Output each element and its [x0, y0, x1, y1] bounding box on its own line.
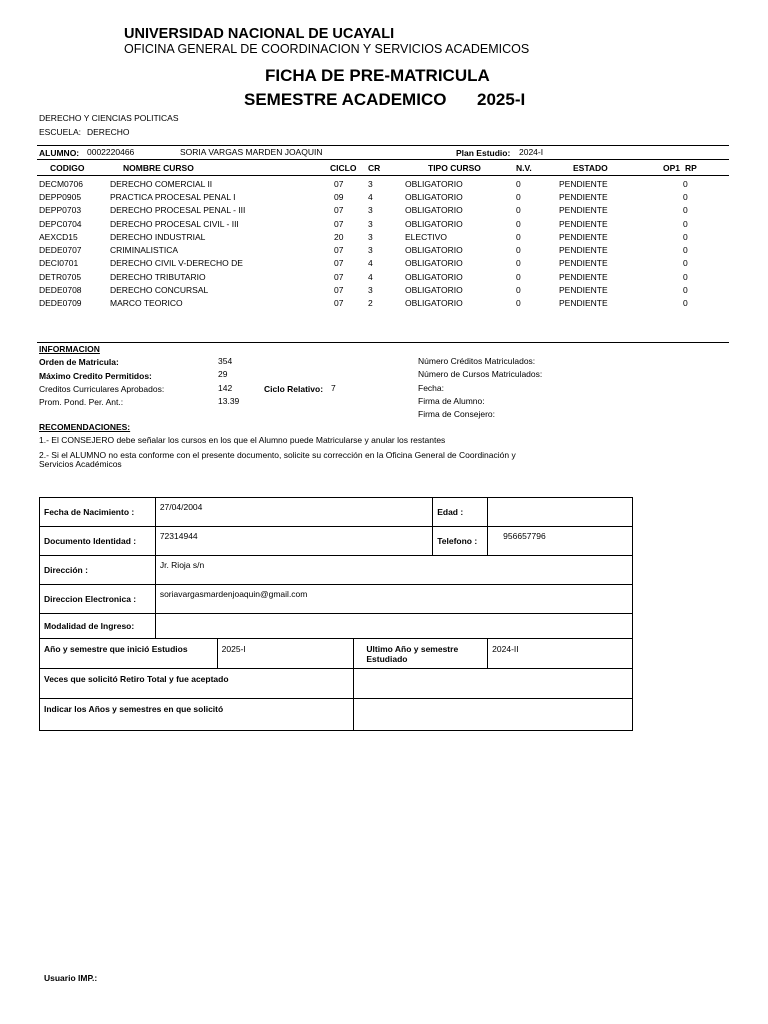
student-label: ALUMNO: [39, 148, 80, 158]
recomendacion-2-cont: Servicios Académicos [39, 459, 122, 469]
table-row [40, 556, 633, 585]
course-code: DEPC0704 [39, 219, 82, 229]
course-ciclo: 07 [334, 245, 344, 255]
fecha-nacimiento-value: 27/04/2004 [155, 498, 432, 527]
course-tipo: OBLIGATORIO [405, 219, 463, 229]
course-op1: 0 [683, 205, 688, 215]
course-nv: 0 [516, 192, 521, 202]
col-header-ciclo: CICLO [330, 163, 357, 173]
telefono-label: Telefono : [433, 527, 488, 556]
course-ciclo: 07 [334, 285, 344, 295]
course-op1: 0 [683, 298, 688, 308]
course-code: DEPP0905 [39, 192, 82, 202]
course-estado: PENDIENTE [559, 272, 608, 282]
orden-value: 354 [218, 356, 233, 366]
course-cr: 3 [368, 219, 373, 229]
course-cr: 3 [368, 245, 373, 255]
table-row [40, 527, 633, 556]
course-cr: 3 [368, 179, 373, 189]
course-op1: 0 [683, 179, 688, 189]
course-cr: 2 [368, 298, 373, 308]
fecha-nacimiento-label: Fecha de Nacimiento : [40, 498, 156, 527]
table-row [40, 699, 633, 731]
col-header-rp: RP [685, 163, 697, 173]
course-op1: 0 [683, 219, 688, 229]
course-tipo: ELECTIVO [405, 232, 448, 242]
course-code: DEDE0707 [39, 245, 82, 255]
telefono-value: 956657796 [488, 527, 633, 556]
course-ciclo: 07 [334, 205, 344, 215]
firma-alumno-label: Firma de Alumno: [418, 396, 485, 406]
course-name: DERECHO CIVIL V-DERECHO DE [110, 258, 243, 268]
school-value: DERECHO [87, 127, 130, 137]
course-op1: 0 [683, 245, 688, 255]
course-name: CRIMINALISTICA [110, 245, 179, 255]
col-header-nombre: NOMBRE CURSO [123, 163, 194, 173]
course-ciclo: 20 [334, 232, 344, 242]
modalidad-label: Modalidad de Ingreso: [40, 614, 156, 639]
course-ciclo: 07 [334, 272, 344, 282]
course-nv: 0 [516, 232, 521, 242]
course-estado: PENDIENTE [559, 245, 608, 255]
office-name: OFICINA GENERAL DE COORDINACION Y SERVICIOS ACADEMICOS [124, 42, 530, 56]
fecha-label: Fecha: [418, 383, 444, 393]
course-name: MARCO TEORICO [110, 298, 183, 308]
firma-consejero-label: Firma de Consejero: [418, 409, 496, 419]
recomendacion-1: 1.- El CONSEJERO debe señalar los cursos en los que el Alumno puede Matricularse y anular los restantes [39, 435, 446, 445]
semester-value: 2025-I [477, 90, 526, 109]
course-op1: 0 [683, 192, 688, 202]
course-code: DEPP0703 [39, 205, 82, 215]
col-header-codigo: CODIGO [50, 163, 85, 173]
retiro-label: Veces que solicitó Retiro Total y fue aceptado [40, 669, 354, 699]
course-name: DERECHO CONCURSAL [110, 285, 209, 295]
student-code: 0002220466 [87, 147, 135, 157]
table-row [40, 639, 633, 669]
table-row [40, 669, 633, 699]
course-op1: 0 [683, 258, 688, 268]
course-cr: 3 [368, 205, 373, 215]
course-tipo: OBLIGATORIO [405, 245, 463, 255]
course-ciclo: 07 [334, 258, 344, 268]
university-name: UNIVERSIDAD NACIONAL DE UCAYALI [124, 26, 395, 42]
course-nv: 0 [516, 219, 521, 229]
anios-label: Indicar los Años y semestres en que solicitó [40, 699, 354, 731]
course-name: DERECHO PROCESAL PENAL - III [110, 205, 246, 215]
inicio-estudios-value: 2025-I [217, 639, 354, 669]
course-code: DECM0706 [39, 179, 83, 189]
course-code: DECI0701 [39, 258, 79, 268]
max-credito-value: 29 [218, 369, 228, 379]
course-nv: 0 [516, 285, 521, 295]
col-header-op1: OP1 [663, 163, 681, 173]
course-estado: PENDIENTE [559, 192, 608, 202]
course-tipo: OBLIGATORIO [405, 192, 463, 202]
course-estado: PENDIENTE [559, 258, 608, 268]
personal-info-table [39, 497, 633, 731]
course-name: DERECHO PROCESAL CIVIL - III [110, 219, 239, 229]
course-nv: 0 [516, 272, 521, 282]
documento-value: 72314944 [155, 527, 432, 556]
course-ciclo: 07 [334, 298, 344, 308]
col-header-nv: N.V. [516, 163, 532, 173]
table-row [40, 498, 633, 527]
anios-value [354, 699, 633, 731]
course-cr: 4 [368, 192, 373, 202]
semester-label: SEMESTRE ACADEMICO [244, 90, 447, 109]
divider [37, 145, 729, 146]
course-estado: PENDIENTE [559, 285, 608, 295]
course-cr: 3 [368, 232, 373, 242]
documento-label: Documento Identidad : [40, 527, 156, 556]
edad-value [488, 498, 633, 527]
col-header-tipo: TIPO CURSO [428, 163, 481, 173]
course-op1: 0 [683, 232, 688, 242]
faculty-name: DERECHO Y CIENCIAS POLITICAS [39, 113, 179, 123]
orden-label: Orden de Matricula: [39, 357, 119, 367]
course-nv: 0 [516, 298, 521, 308]
prom-label: Prom. Pond. Per. Ant.: [39, 397, 124, 407]
course-op1: 0 [683, 285, 688, 295]
course-name: DERECHO COMERCIAL II [110, 179, 213, 189]
col-header-estado: ESTADO [573, 163, 608, 173]
course-op1: 0 [683, 272, 688, 282]
table-row [40, 614, 633, 639]
course-name: DERECHO INDUSTRIAL [110, 232, 206, 242]
course-cr: 3 [368, 285, 373, 295]
edad-label: Edad : [433, 498, 488, 527]
modalidad-value [155, 614, 632, 639]
course-cr: 4 [368, 272, 373, 282]
course-code: DEDE0708 [39, 285, 82, 295]
creditos-aprobados-value: 142 [218, 383, 233, 393]
divider [37, 175, 729, 176]
inicio-estudios-label: Año y semestre que inició Estudios [40, 639, 218, 669]
ciclo-relativo-value: 7 [331, 383, 336, 393]
course-name: DERECHO TRIBUTARIO [110, 272, 206, 282]
course-cr: 4 [368, 258, 373, 268]
retiro-value [354, 669, 633, 699]
email-value: soriavargasmardenjoaquin@gmail.com [155, 585, 632, 614]
course-estado: PENDIENTE [559, 232, 608, 242]
ultimo-estudiado-value: 2024-II [488, 639, 633, 669]
course-ciclo: 07 [334, 179, 344, 189]
course-estado: PENDIENTE [559, 179, 608, 189]
informacion-title: INFORMACION [39, 344, 100, 354]
num-creditos-label: Número Créditos Matriculados: [418, 356, 536, 366]
usuario-label: Usuario IMP.: [44, 973, 98, 983]
course-nv: 0 [516, 258, 521, 268]
course-tipo: OBLIGATORIO [405, 205, 463, 215]
table-row [40, 585, 633, 614]
divider [37, 159, 729, 160]
course-code: AEXCD15 [39, 232, 78, 242]
course-nv: 0 [516, 245, 521, 255]
course-ciclo: 07 [334, 219, 344, 229]
course-tipo: OBLIGATORIO [405, 285, 463, 295]
divider [37, 342, 729, 343]
email-label: Direccion Electronica : [40, 585, 156, 614]
course-name: PRACTICA PROCESAL PENAL I [110, 192, 236, 202]
course-nv: 0 [516, 179, 521, 189]
course-estado: PENDIENTE [559, 219, 608, 229]
document-title: FICHA DE PRE-MATRICULA [265, 66, 490, 85]
school-label: ESCUELA: [39, 127, 82, 137]
direccion-label: Dirección : [40, 556, 156, 585]
max-credito-label: Máximo Credito Permitidos: [39, 371, 152, 381]
ciclo-relativo-label: Ciclo Relativo: [264, 384, 324, 394]
course-code: DEDE0709 [39, 298, 82, 308]
recomendacion-2: 2.- Si el ALUMNO no esta conforme con el presente documento, solicite su corrección en la Oficina General de Coordinación y [39, 450, 516, 460]
course-estado: PENDIENTE [559, 205, 608, 215]
course-nv: 0 [516, 205, 521, 215]
course-tipo: OBLIGATORIO [405, 298, 463, 308]
course-estado: PENDIENTE [559, 298, 608, 308]
plan-value: 2024-I [519, 147, 544, 157]
course-ciclo: 09 [334, 192, 344, 202]
course-code: DETR0705 [39, 272, 82, 282]
recomendaciones-title: RECOMENDACIONES: [39, 422, 131, 432]
course-tipo: OBLIGATORIO [405, 272, 463, 282]
direccion-value: Jr. Rioja s/n [155, 556, 632, 585]
col-header-cr: CR [368, 163, 381, 173]
ultimo-estudiado-label: Ultimo Año y semestre Estudiado [354, 639, 488, 669]
prom-value: 13.39 [218, 396, 240, 406]
plan-label: Plan Estudio: [456, 148, 511, 158]
course-tipo: OBLIGATORIO [405, 258, 463, 268]
creditos-aprobados-label: Creditos Curriculares Aprobados: [39, 384, 165, 394]
student-name: SORIA VARGAS MARDEN JOAQUIN [180, 147, 323, 157]
course-tipo: OBLIGATORIO [405, 179, 463, 189]
num-cursos-label: Número de Cursos Matriculados: [418, 369, 543, 379]
